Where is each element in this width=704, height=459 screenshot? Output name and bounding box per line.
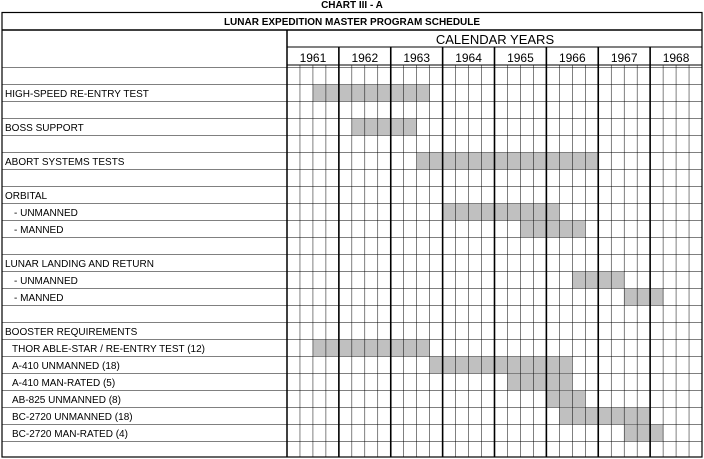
year-label: 1968 (662, 51, 690, 65)
row-label: LUNAR LANDING AND RETURN (5, 259, 154, 270)
schedule-bar (443, 204, 560, 220)
row-label: - UNMANNED (14, 276, 78, 287)
grid-layer (2, 13, 702, 458)
year-label: 1963 (403, 51, 431, 65)
schedule-bar (546, 391, 585, 407)
row-label: BOSS SUPPORT (5, 123, 84, 134)
row-label: - MANNED (14, 225, 64, 236)
chart-title: CHART III - A (321, 0, 383, 11)
year-label: 1966 (558, 51, 586, 65)
schedule-bar (559, 408, 650, 424)
schedule-bar (624, 425, 663, 441)
year-label: 1962 (351, 51, 379, 65)
year-label: 1964 (455, 51, 482, 65)
row-label: HIGH-SPEED RE-ENTRY TEST (5, 89, 149, 100)
row-label: A-410 MAN-RATED (5) (12, 378, 116, 389)
year-label: 1965 (507, 51, 534, 65)
row-label: - MANNED (14, 293, 64, 304)
row-label: ORBITAL (5, 191, 48, 202)
row-label: BOOSTER REQUIREMENTS (5, 327, 138, 338)
schedule-bar (520, 221, 585, 237)
schedule-bar (313, 85, 430, 101)
schedule-bar (430, 357, 573, 373)
bars-layer (313, 85, 663, 441)
row-label: - UNMANNED (14, 208, 78, 219)
row-label: BC-2720 UNMANNED (18) (12, 412, 133, 423)
row-label: BC-2720 MAN-RATED (4) (12, 429, 128, 440)
year-label: 1967 (610, 51, 638, 65)
year-label: 1961 (299, 51, 327, 65)
text-layer (5, 0, 690, 440)
schedule-bar (313, 340, 430, 356)
schedule-bar (352, 119, 417, 135)
calendar-years-header: CALENDAR YEARS (435, 32, 555, 47)
row-label: ABORT SYSTEMS TESTS (5, 157, 125, 168)
chart-subtitle: LUNAR EXPEDITION MASTER PROGRAM SCHEDULE (223, 17, 481, 28)
schedule-bar (507, 374, 572, 390)
schedule-bar (624, 289, 663, 305)
row-label: THOR ABLE-STAR / RE-ENTRY TEST (12) (12, 344, 206, 355)
row-label: A-410 UNMANNED (18) (12, 361, 120, 372)
row-label: AB-825 UNMANNED (8) (12, 395, 121, 406)
